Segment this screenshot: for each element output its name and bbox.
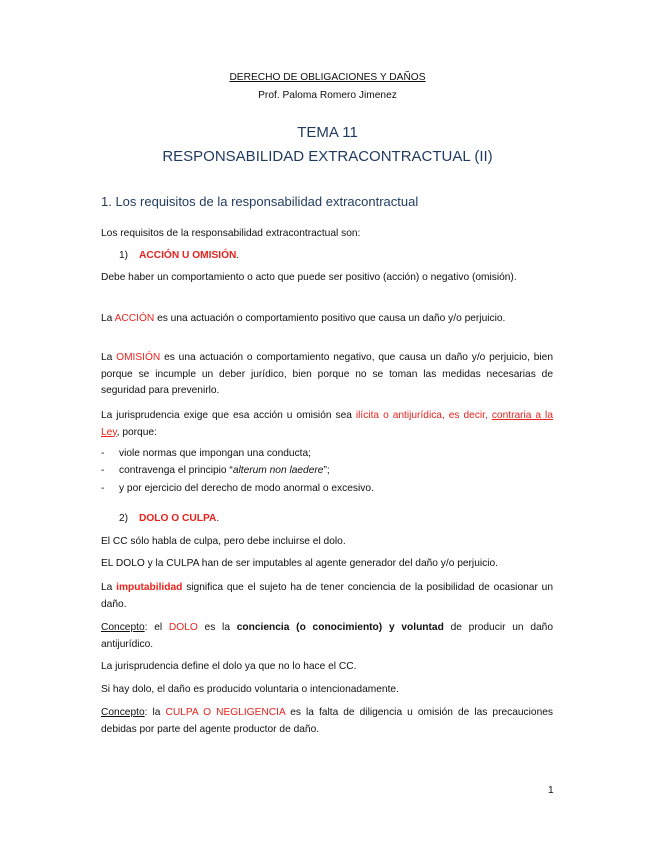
page-number: 1 [548, 785, 554, 796]
paragraph-jurisprudencia [101, 408, 553, 441]
paragraph-cc-culpa: El CC sólo habla de culpa, pero debe incluirse el dolo. [101, 536, 346, 547]
paragraph-concepto-culpa [101, 705, 553, 738]
requirement-1-title: ACCIÓN U OMISIÓN [139, 250, 237, 261]
requirement-1-dot: . [236, 250, 240, 261]
text-run: es una actuación o comportamiento positivo que causa un daño y/o perjuicio. [154, 313, 506, 324]
course-title: DERECHO DE OBLIGACIONES Y DAÑOS [229, 72, 426, 83]
paragraph-concepto-dolo [101, 620, 553, 653]
bullet-item-2 [119, 465, 330, 476]
paragraph-jurisprudencia-dolo: La jurisprudencia define el dolo ya que no lo hace el CC. [101, 661, 357, 672]
text-run: : la [144, 707, 166, 718]
term-dolo: DOLO [168, 622, 198, 633]
requirement-2-title: DOLO O CULPA [139, 513, 217, 524]
paragraph-dolo-culpa: EL DOLO y la CULPA han de ser imputables al agente generador del daño y/o perjuicio. [101, 558, 498, 569]
term-ilicita: ilícita o antijurídica, es decir, [355, 410, 492, 421]
bullet-item-3: y por ejercicio del derecho de modo anormal o excesivo. [119, 483, 374, 494]
bullet-dash: - [101, 448, 105, 459]
text-run: es una actuación o comportamiento negativo, que causa un daño y/o perjuicio, bien porque se incumple un deber jurídico, bien porque no se toman las medidas necesarias de seguridad para prevenirlo. [101, 352, 553, 396]
requirement-1-number: 1) [119, 250, 129, 261]
section-heading: 1. Los requisitos de la responsabilidad extracontractual [101, 194, 419, 209]
professor-name: Prof. Paloma Romero Jimenez [258, 90, 397, 101]
bullet-dash: - [101, 465, 105, 476]
text-run: es la falta de diligencia u omisión de las precauciones debidas por parte del agente productor de daño. [101, 707, 554, 735]
text-run: significa que el sujeto ha de tener conciencia de la posibilidad de ocasionar un daño. [101, 582, 553, 610]
term-culpa-negligencia: CULPA O NEGLIGENCIA [165, 707, 286, 718]
paragraph-comportamiento: Debe haber un comportamiento o acto que puede ser positivo (acción) o negativo (omisión). [101, 272, 517, 283]
concepto-label: Concepto [101, 622, 145, 633]
requirement-2-heading [119, 511, 519, 528]
term-omision: OMISIÓN [116, 352, 161, 363]
latin-maxim: alterum non laedere [232, 465, 324, 476]
text-run: La jurisprudencia exige que esa acción u omisión sea [101, 410, 356, 421]
term-conciencia-voluntad: conciencia (o conocimiento) y voluntad [236, 622, 444, 633]
paragraph-imputabilidad [101, 580, 553, 613]
intro-paragraph: Los requisitos de la responsabilidad extracontractual son: [101, 228, 361, 239]
text-run: de producir un daño antijurídico. [101, 622, 553, 650]
bullet-item-1: viole normas que impongan una conducta; [119, 448, 311, 459]
paragraph-accion [101, 311, 553, 328]
text-run: La [101, 352, 117, 363]
text-run: ”; [323, 465, 330, 476]
paragraph-si-dolo: Si hay dolo, el daño es producido voluntaria o intencionadamente. [101, 684, 399, 695]
text-run: : el [144, 622, 169, 633]
text-run: La [101, 313, 115, 324]
concepto-label: Concepto [101, 707, 145, 718]
tema-number: TEMA 11 [297, 124, 358, 141]
requirement-1-heading [119, 248, 519, 265]
paragraph-omision [101, 350, 553, 400]
text-run: es la [197, 622, 237, 633]
tema-title: RESPONSABILIDAD EXTRACONTRACTUAL (II) [162, 148, 493, 165]
requirement-2-dot: . [216, 513, 220, 524]
term-contraria-ley: contraria a la Ley [101, 410, 553, 438]
bullet-dash: - [101, 483, 105, 494]
text-run: contravenga el principio “ [119, 465, 233, 476]
term-imputabilidad: imputabilidad [116, 582, 183, 593]
requirement-2-number: 2) [119, 513, 129, 524]
text-run: La [101, 582, 117, 593]
text-run: , porque: [116, 426, 157, 438]
term-accion: ACCIÓN [114, 313, 155, 324]
